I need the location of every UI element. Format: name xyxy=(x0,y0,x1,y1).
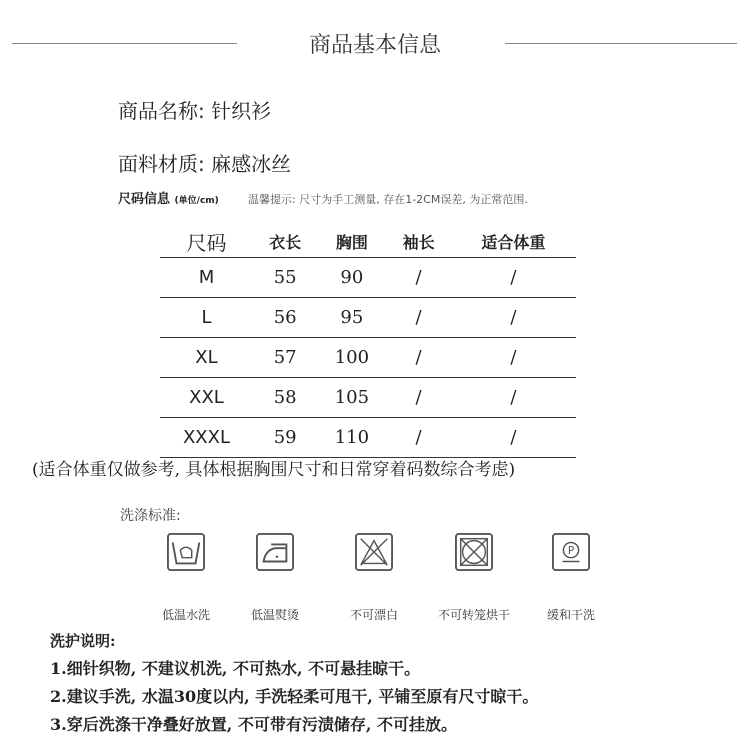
table-cell: / xyxy=(386,298,450,338)
care-title: 洗护说明: xyxy=(50,632,116,650)
table-cell: / xyxy=(451,418,576,458)
table-cell: / xyxy=(451,298,576,338)
size-info-title: 尺码信息 xyxy=(118,192,171,207)
table-cell: L xyxy=(160,298,253,338)
header-weight: 适合体重 xyxy=(481,233,546,252)
size-info-label xyxy=(118,188,219,207)
table-cell: 56 xyxy=(253,298,317,338)
table-cell: XXL xyxy=(160,378,253,418)
wash-label-0: 低温水洗 xyxy=(161,608,210,622)
table-cell: / xyxy=(386,258,450,298)
wash-label-4: 缓和干洗 xyxy=(546,608,595,622)
gentle-dry-clean-icon xyxy=(552,533,590,571)
table-cell: / xyxy=(451,338,576,378)
no-bleach-icon xyxy=(355,533,393,571)
wash-label-2: 不可漂白 xyxy=(349,608,398,622)
size-table xyxy=(160,226,576,458)
table-cell: 59 xyxy=(253,418,317,458)
header-size: 尺码 xyxy=(186,231,227,255)
table-cell: / xyxy=(386,418,450,458)
low-temp-wash-icon xyxy=(167,533,205,571)
table-cell: 110 xyxy=(317,418,386,458)
low-temp-iron-icon xyxy=(256,533,294,571)
table-cell: / xyxy=(386,338,450,378)
header-length: 衣长 xyxy=(269,233,302,252)
table-cell: M xyxy=(160,258,253,298)
size-tip: 温馨提示: 尺寸为手工测量, 存在1-2CM误差, 为正常范围. xyxy=(248,193,528,206)
table-row xyxy=(160,418,576,458)
size-note: (适合体重仅做参考, 具体根据胸围尺寸和日常穿着码数综合考虑) xyxy=(32,460,516,480)
table-cell: 57 xyxy=(253,338,317,378)
table-row xyxy=(160,258,576,298)
table-cell: 55 xyxy=(253,258,317,298)
care-line-3: 3.穿后洗涤干净叠好放置, 不可带有污渍储存, 不可挂放。 xyxy=(50,715,457,734)
care-line-1: 1.细针织物, 不建议机洗, 不可热水, 不可悬挂晾干。 xyxy=(50,659,421,678)
no-tumble-dry-icon xyxy=(455,533,493,571)
table-cell: XL xyxy=(160,338,253,378)
table-cell: 100 xyxy=(317,338,386,378)
wash-label-3: 不可转笼烘干 xyxy=(437,608,510,622)
table-cell: 90 xyxy=(317,258,386,298)
table-cell: 105 xyxy=(317,378,386,418)
table-row xyxy=(160,338,576,378)
table-row xyxy=(160,298,576,338)
size-info-unit: (单位/cm) xyxy=(174,196,219,206)
table-cell: XXXL xyxy=(160,418,253,458)
page-title: 商品基本信息 xyxy=(308,33,441,58)
care-line-2: 2.建议手洗, 水温30度以内, 手洗轻柔可甩干, 平铺至原有尺寸晾干。 xyxy=(50,687,539,706)
table-cell: / xyxy=(386,378,450,418)
table-cell: / xyxy=(451,258,576,298)
wash-title: 洗涤标准: xyxy=(120,508,181,524)
table-cell: / xyxy=(451,378,576,418)
wash-label-1: 低温熨烫 xyxy=(250,608,299,622)
product-name: 商品名称: 针织衫 xyxy=(118,99,272,123)
header-sleeve: 袖长 xyxy=(402,233,435,252)
table-cell: 58 xyxy=(253,378,317,418)
table-cell: 95 xyxy=(317,298,386,338)
header-chest: 胸围 xyxy=(335,233,368,252)
material: 面料材质: 麻感冰丝 xyxy=(118,152,292,176)
table-row xyxy=(160,378,576,418)
svg-text:P: P xyxy=(567,544,575,557)
